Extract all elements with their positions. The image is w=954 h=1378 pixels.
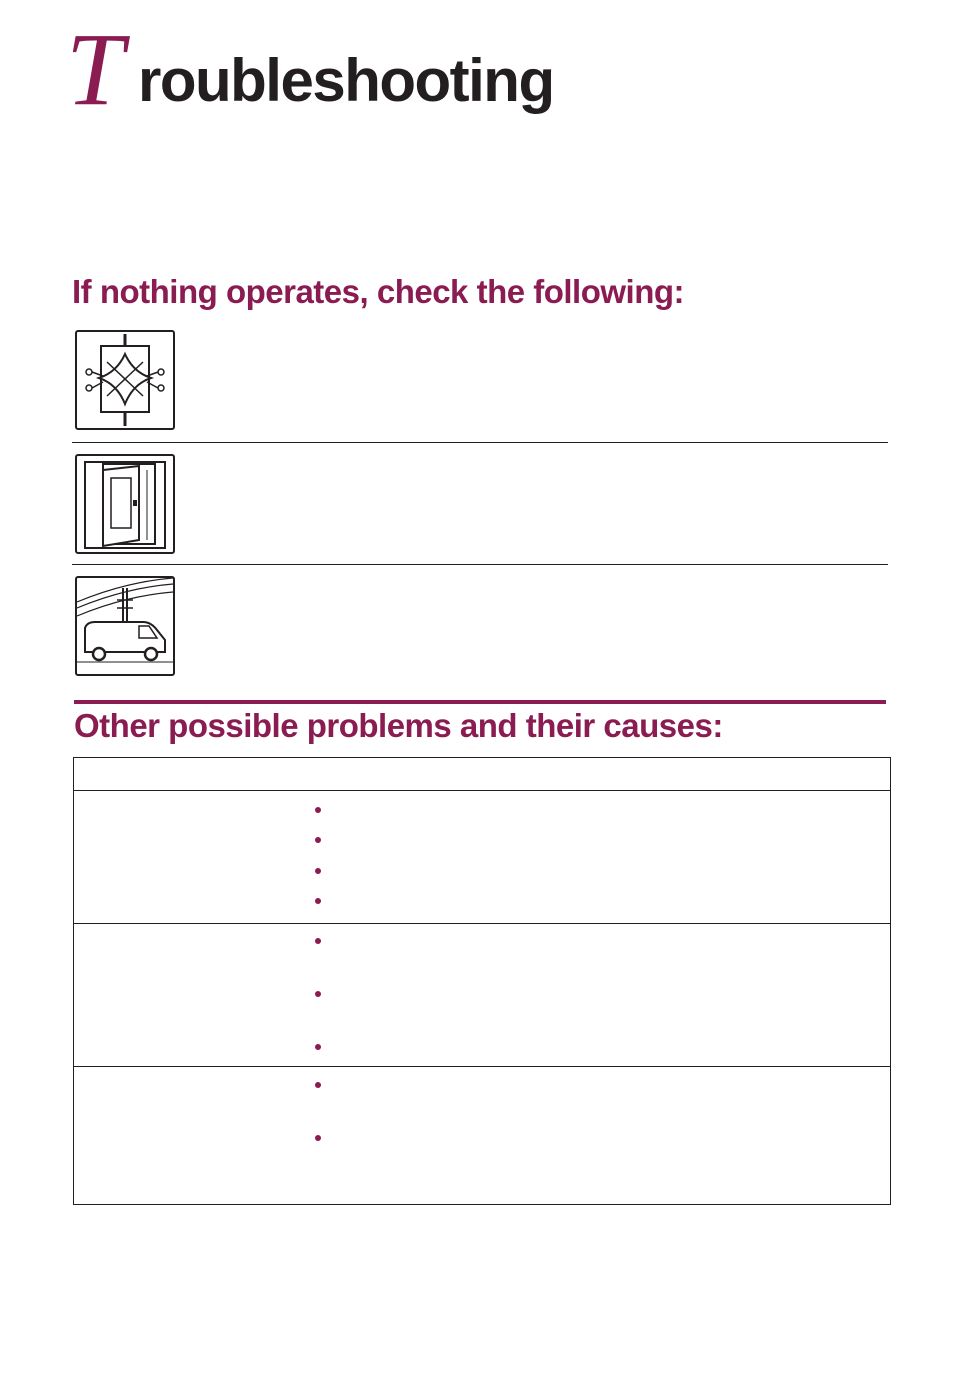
- bullet-icon: [315, 868, 321, 874]
- table-row: [74, 924, 890, 1067]
- row-divider: [72, 564, 888, 565]
- check-row-power-line: [72, 576, 888, 680]
- bullet-icon: [315, 1082, 321, 1088]
- check-row-breaker-panel: [72, 454, 888, 558]
- bullet-icon: [315, 837, 321, 843]
- table-header: [74, 758, 890, 791]
- section-heading-other-problems: Other possible problems and their causes:: [74, 707, 723, 744]
- page-title: [66, 12, 586, 128]
- check-row-junction-box: [72, 330, 888, 434]
- problems-table: [73, 757, 891, 1205]
- bullet-icon: [315, 1135, 321, 1141]
- table-row: [74, 1067, 890, 1204]
- title-initial-letter: T: [66, 12, 124, 127]
- table-row: [74, 791, 890, 924]
- bullet-icon: [315, 807, 321, 813]
- bullet-icon: [315, 1044, 321, 1050]
- title-text: roubleshooting: [138, 47, 554, 114]
- bullet-icon: [315, 991, 321, 997]
- power-line-truck-icon: [75, 576, 175, 676]
- section-heading-nothing-operates: If nothing operates, check the following:: [72, 273, 685, 310]
- breaker-panel-icon: [75, 454, 175, 554]
- section-accent-rule: [74, 700, 886, 704]
- bullet-icon: [315, 938, 321, 944]
- junction-box-icon: [75, 330, 175, 430]
- bullet-icon: [315, 898, 321, 904]
- row-divider: [72, 442, 888, 443]
